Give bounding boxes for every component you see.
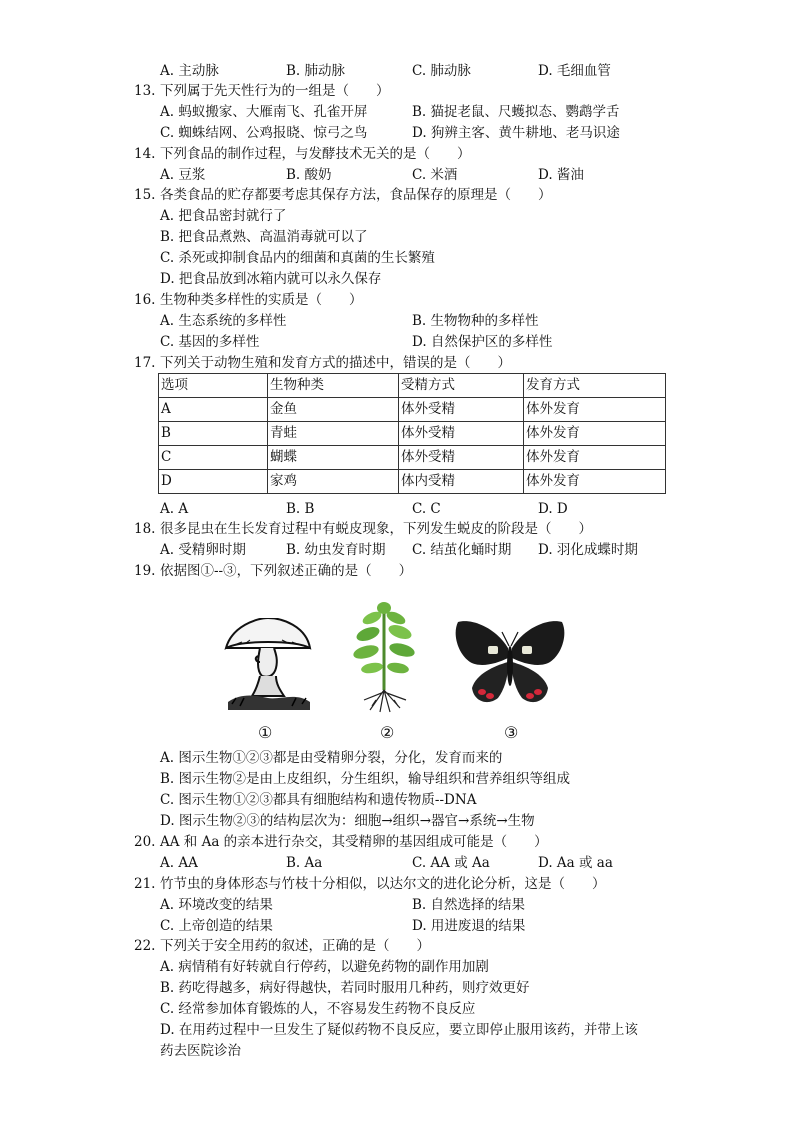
q14-option-b: B. 酸奶	[286, 167, 332, 183]
table-cell: 家鸡	[268, 470, 399, 494]
q20-option-c: C. AA 或 Aa	[412, 855, 490, 871]
q22-option-d: D. 在用药过程中一旦发生了疑似药物不良反应，要立即停止服用该药，并带上该	[160, 1022, 638, 1038]
q19-option-a: A. 图示生物①②③都是由受精卵分裂，分化，发育而来的	[160, 750, 503, 766]
table-cell: 青蛙	[268, 422, 399, 446]
q15-stem: 各类食品的贮存都要考虑其保存方法，食品保存的原理是（ ）	[160, 187, 552, 203]
butterfly-figure	[452, 618, 568, 710]
q21-option-d: D. 用进废退的结果	[412, 918, 526, 934]
q22-option-c: C. 经常参加体育锻炼的人，不容易发生药物不良反应	[160, 1001, 476, 1017]
q21-option-c: C. 上帝创造的结果	[160, 918, 273, 934]
q13-option-b: B. 猫捉老鼠、尺蠖拟态、鹦鹉学舌	[412, 104, 620, 120]
q17-option-b: B. B	[286, 501, 315, 517]
table-header-cell: 发育方式	[524, 374, 666, 398]
table-header-row	[159, 374, 666, 398]
q21-option-b: B. 自然选择的结果	[412, 897, 526, 913]
q15-number: 15.	[134, 187, 156, 203]
q17-option-d: D. D	[538, 501, 568, 517]
table-cell: 蝴蝶	[268, 446, 399, 470]
q12-option-d: D. 毛细血管	[538, 63, 611, 79]
q20-stem: AA 和 Aa 的亲本进行杂交，其受精卵的基因组成可能是（ ）	[160, 834, 548, 850]
table-cell: D	[159, 470, 268, 494]
q21-option-a: A. 环境改变的结果	[160, 897, 273, 913]
q16-stem: 生物种类多样性的实质是（ ）	[160, 292, 363, 308]
table-cell: 体外发育	[524, 446, 666, 470]
table-cell: 体外受精	[399, 446, 524, 470]
table-row	[159, 422, 666, 446]
plant-figure	[350, 600, 420, 714]
q16-number: 16.	[134, 292, 156, 308]
q19-option-b: B. 图示生物②是由上皮组织，分生组织，输导组织和营养组织等组成	[160, 771, 571, 787]
q13-number: 13.	[134, 83, 156, 99]
q21-stem: 竹节虫的身体形态与竹枝十分相似，以达尔文的进化论分析，这是（ ）	[160, 876, 606, 892]
q17-option-c: C. C	[412, 501, 441, 517]
q13-option-a: A. 蚂蚁搬家、大雁南飞、孔雀开屏	[160, 104, 368, 120]
table-cell: A	[159, 398, 268, 422]
q17-option-a: A. A	[160, 501, 189, 517]
q22-stem: 下列关于安全用药的叙述，正确的是（ ）	[160, 938, 430, 954]
q18-stem: 很多昆虫在生长发育过程中有蜕皮现象，下列发生蜕皮的阶段是（ ）	[160, 521, 592, 537]
figure-label-2: ②	[380, 723, 395, 742]
q12-option-b: B. 肺动脉	[286, 63, 346, 79]
q20-option-a: A. AA	[160, 855, 198, 871]
table-cell: 体外受精	[399, 398, 524, 422]
q19-stem: 依据图①--③，下列叙述正确的是（ ）	[160, 563, 413, 579]
q16-option-a: A. 生态系统的多样性	[160, 313, 287, 329]
q22-option-b: B. 药吃得越多，病好得越快，若同时服用几种药，则疗效更好	[160, 980, 530, 996]
table-cell: 金鱼	[268, 398, 399, 422]
q16-option-c: C. 基因的多样性	[160, 334, 260, 350]
q16-option-d: D. 自然保护区的多样性	[412, 334, 553, 350]
q21-number: 21.	[134, 876, 156, 892]
figure-label-3: ③	[504, 723, 519, 742]
q15-option-b: B. 把食品煮熟、高温消毒就可以了	[160, 229, 368, 245]
table-header-cell: 受精方式	[399, 374, 524, 398]
q22-option-a: A. 病情稍有好转就自行停药，以避免药物的副作用加剧	[160, 959, 489, 975]
figure-label-1: ①	[258, 723, 273, 742]
table-row	[159, 398, 666, 422]
q13-option-c: C. 蜘蛛结网、公鸡报晓、惊弓之鸟	[160, 125, 368, 141]
table-cell: 体外发育	[524, 398, 666, 422]
table-cell: 体外受精	[399, 422, 524, 446]
q15-option-c: C. 杀死或抑制食品内的细菌和真菌的生长繁殖	[160, 250, 435, 266]
q18-option-d: D. 羽化成蝶时期	[538, 542, 638, 558]
q19-number: 19.	[134, 563, 156, 579]
q17-stem: 下列关于动物生殖和发育方式的描述中，错误的是（ ）	[160, 355, 511, 371]
table-row	[159, 446, 666, 470]
q14-stem: 下列食品的制作过程，与发酵技术无关的是（ ）	[160, 146, 471, 162]
q12-option-a: A. 主动脉	[160, 63, 219, 79]
q14-number: 14.	[134, 146, 156, 162]
q17-number: 17.	[134, 355, 156, 371]
table-row	[159, 470, 666, 494]
q15-option-d: D. 把食品放到冰箱内就可以永久保存	[160, 271, 382, 287]
q16-option-b: B. 生物物种的多样性	[412, 313, 539, 329]
q18-option-c: C. 结茧化蛹时期	[412, 542, 512, 558]
q20-option-b: B. Aa	[286, 855, 323, 871]
table-header-cell: 选项	[159, 374, 268, 398]
mushroom-figure	[222, 618, 314, 714]
table-cell: B	[159, 422, 268, 446]
table-cell: 体外发育	[524, 422, 666, 446]
q13-stem: 下列属于先天性行为的一组是（ ）	[160, 83, 390, 99]
q12-option-c: C. 肺动脉	[412, 63, 471, 79]
q14-option-d: D. 酱油	[538, 167, 584, 183]
q14-option-c: C. 米酒	[412, 167, 458, 183]
q22-number: 22.	[134, 938, 156, 954]
q15-option-a: A. 把食品密封就行了	[160, 208, 287, 224]
q22-option-d-continued: 药去医院诊治	[160, 1043, 241, 1059]
table-cell: 体内受精	[399, 470, 524, 494]
q18-option-b: B. 幼虫发育时期	[286, 542, 386, 558]
table-header-cell: 生物种类	[268, 374, 399, 398]
q19-option-d: D. 图示生物②③的结构层次为：细胞→组织→器官→系统→生物	[160, 813, 535, 829]
table-cell: 体外发育	[524, 470, 666, 494]
q18-option-a: A. 受精卵时期	[160, 542, 246, 558]
q14-option-a: A. 豆浆	[160, 167, 206, 183]
q17-table	[158, 373, 666, 494]
q20-option-d: D. Aa 或 aa	[538, 855, 613, 871]
q18-number: 18.	[134, 521, 156, 537]
q19-option-c: C. 图示生物①②③都具有细胞结构和遗传物质--DNA	[160, 792, 477, 808]
table-cell: C	[159, 446, 268, 470]
q20-number: 20.	[134, 834, 156, 850]
q13-option-d: D. 狗辨主客、黄牛耕地、老马识途	[412, 125, 620, 141]
